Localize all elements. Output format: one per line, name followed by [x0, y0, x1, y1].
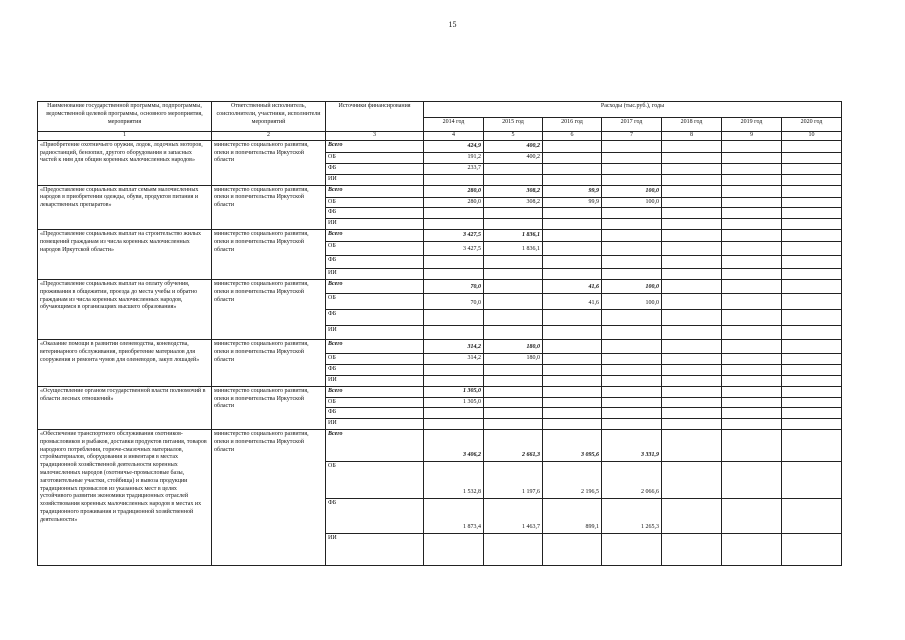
table-row [38, 279, 842, 293]
executor-name: министерство социального развития, опеки и попечительства Иркутской области [212, 185, 326, 229]
column-index-6: 6 [543, 132, 602, 141]
value-cell-2015-год [484, 533, 543, 565]
column-index-4: 4 [424, 132, 484, 141]
value-cell-2016-год: 99,9 [543, 197, 602, 208]
value-cell-2017-год [602, 255, 662, 268]
value-cell-2020-год [782, 268, 842, 279]
value-cell-2017-год [602, 140, 662, 152]
value-cell-2017-год [602, 152, 662, 163]
header-executor: Ответственный исполнитель, соисполнители, участники, исполнители мероприятий [212, 102, 326, 132]
funding-source: ОБ [326, 397, 424, 408]
value-cell-2014-год [424, 309, 484, 325]
funding-source: Всего [326, 140, 424, 152]
funding-source: ФБ [326, 364, 424, 375]
value-cell-2014-год [424, 268, 484, 279]
value-cell-2016-год: 2 196,5 [543, 461, 602, 498]
value-cell-2018-год [662, 255, 722, 268]
value-cell-2020-год [782, 197, 842, 208]
executor-name: министерство социального развития, опеки и попечительства Иркутской области [212, 386, 326, 429]
value-cell-2017-год [602, 364, 662, 375]
funding-source: Всего [326, 339, 424, 353]
value-cell-2019-год [722, 309, 782, 325]
funding-source: ОБ [326, 353, 424, 364]
header-program: Наименование государственной программы, подпрограммы, ведомственной целевой программы, основного мероприятия, мероприятия [38, 102, 212, 132]
value-cell-2019-год [722, 339, 782, 353]
value-cell-2017-год [602, 174, 662, 185]
value-cell-2018-год [662, 241, 722, 255]
value-cell-2016-год [543, 255, 602, 268]
value-cell-2015-год [484, 268, 543, 279]
value-cell-2014-год [424, 533, 484, 565]
value-cell-2016-год [543, 408, 602, 419]
value-cell-2020-год [782, 208, 842, 219]
value-cell-2020-год [782, 498, 842, 533]
funding-source: Всего [326, 386, 424, 397]
value-cell-2017-год: 2 066,6 [602, 461, 662, 498]
value-cell-2014-год: 314,2 [424, 353, 484, 364]
value-cell-2020-год [782, 255, 842, 268]
value-cell-2014-год [424, 219, 484, 230]
value-cell-2018-год [662, 185, 722, 197]
value-cell-2016-год: 41,6 [543, 293, 602, 309]
value-cell-2016-год [543, 268, 602, 279]
program-name: «Предоставление социальных выплат на оплату обучения, проживания в общежитии, проезда до места учебы и обратно гражданам из числа коренных малочисленных народов, обучающимся в организациях высшего образования» [38, 279, 212, 339]
value-cell-2018-год [662, 533, 722, 565]
value-cell-2014-год: 1 873,4 [424, 498, 484, 533]
value-cell-2014-год: 1 305,0 [424, 397, 484, 408]
value-cell-2015-год: 1 197,6 [484, 461, 543, 498]
column-index-5: 5 [484, 132, 543, 141]
value-cell-2020-год [782, 229, 842, 241]
value-cell-2016-год [543, 419, 602, 430]
header-year-6: 2019 год [722, 118, 782, 132]
value-cell-2015-год [484, 325, 543, 339]
value-cell-2018-год [662, 339, 722, 353]
funding-source: ИИ [326, 219, 424, 230]
table-row [38, 386, 842, 397]
value-cell-2014-год: 1 305,0 [424, 386, 484, 397]
value-cell-2018-год [662, 152, 722, 163]
value-cell-2020-год [782, 140, 842, 152]
value-cell-2018-год [662, 498, 722, 533]
value-cell-2020-год [782, 533, 842, 565]
value-cell-2020-год [782, 339, 842, 353]
value-cell-2020-год [782, 375, 842, 386]
program-name: «Обеспечение транспортного обслуживания охотников-промысловиков и рыбаков, доставки продуктов питания, товаров народного потребления, горюче-смазочных материалов, стройматериалов, оборудования и инвентаря в местах традиционной хозяйственной деятельности коренных малочисленных народов (охотничье-промысловые базы, заготовительные участки, стойбища) и вывоза продукции традиционных промыслов из указанных мест в целях устойчивого развития экономики традиционных отраслей хозяйствования коренных малочисленных народов в местах их традиционного проживания и традиционной хозяйственной деятельности» [38, 429, 212, 565]
value-cell-2017-год [602, 375, 662, 386]
value-cell-2016-год [543, 325, 602, 339]
value-cell-2016-год [543, 364, 602, 375]
value-cell-2019-год [722, 325, 782, 339]
funding-source: ОБ [326, 241, 424, 255]
funding-source: ИИ [326, 268, 424, 279]
value-cell-2014-год: 3 406,2 [424, 429, 484, 461]
funding-source: ФБ [326, 498, 424, 533]
value-cell-2020-год [782, 325, 842, 339]
value-cell-2020-год [782, 419, 842, 430]
financing-table [37, 101, 842, 566]
value-cell-2014-год: 314,2 [424, 339, 484, 353]
value-cell-2018-год [662, 429, 722, 461]
value-cell-2016-год [543, 241, 602, 255]
value-cell-2019-год [722, 140, 782, 152]
value-cell-2016-год [543, 174, 602, 185]
header-year-4: 2017 год [602, 118, 662, 132]
value-cell-2019-год [722, 219, 782, 230]
funding-source: ИИ [326, 419, 424, 430]
value-cell-2018-год [662, 386, 722, 397]
column-index-7: 7 [602, 132, 662, 141]
funding-source: Всего [326, 185, 424, 197]
value-cell-2019-год [722, 174, 782, 185]
funding-source: ОБ [326, 293, 424, 309]
value-cell-2017-год [602, 408, 662, 419]
value-cell-2014-год: 191,2 [424, 152, 484, 163]
executor-name: министерство социального развития, опеки и попечительства Иркутской области [212, 339, 326, 386]
value-cell-2015-год [484, 419, 543, 430]
column-index-1: 1 [38, 132, 212, 141]
value-cell-2015-год: 400,2 [484, 140, 543, 152]
funding-source: ИИ [326, 325, 424, 339]
value-cell-2014-год: 233,7 [424, 163, 484, 174]
value-cell-2017-год: 100,0 [602, 185, 662, 197]
funding-source: ОБ [326, 197, 424, 208]
value-cell-2018-год [662, 229, 722, 241]
value-cell-2017-год [602, 419, 662, 430]
value-cell-2017-год [602, 339, 662, 353]
value-cell-2015-год: 308,2 [484, 197, 543, 208]
value-cell-2019-год [722, 397, 782, 408]
value-cell-2016-год [543, 309, 602, 325]
value-cell-2019-год [722, 163, 782, 174]
header-source: Источники финансирования [326, 102, 424, 132]
value-cell-2017-год [602, 353, 662, 364]
value-cell-2020-год [782, 408, 842, 419]
header-year-2: 2015 год [484, 118, 543, 132]
funding-source: ОБ [326, 152, 424, 163]
header-year-5: 2018 год [662, 118, 722, 132]
value-cell-2015-год: 180,0 [484, 339, 543, 353]
value-cell-2017-год: 100,0 [602, 293, 662, 309]
value-cell-2019-год [722, 229, 782, 241]
value-cell-2015-год [484, 163, 543, 174]
value-cell-2020-год [782, 293, 842, 309]
value-cell-2017-год: 3 331,9 [602, 429, 662, 461]
value-cell-2015-год [484, 364, 543, 375]
value-cell-2020-год [782, 241, 842, 255]
executor-name: министерство социального развития, опеки и попечительства Иркутской области [212, 229, 326, 279]
value-cell-2017-год [602, 533, 662, 565]
value-cell-2014-год: 1 532,8 [424, 461, 484, 498]
header-year-7: 2020 год [782, 118, 842, 132]
program-name: «Предоставление социальных выплат на строительство жилых помещений гражданам из числа коренных малочисленных народов Иркутской области» [38, 229, 212, 279]
value-cell-2014-год: 280,0 [424, 185, 484, 197]
value-cell-2016-год: 3 095,6 [543, 429, 602, 461]
program-name: «Осуществление органом государственной власти полномочий в области лесных отношений» [38, 386, 212, 429]
value-cell-2020-год [782, 185, 842, 197]
header-expenses: Расходы (тыс.руб.), годы [424, 102, 842, 118]
value-cell-2019-год [722, 419, 782, 430]
executor-name: министерство социального развития, опеки и попечительства Иркутской области [212, 429, 326, 565]
value-cell-2015-год [484, 309, 543, 325]
value-cell-2019-год [722, 255, 782, 268]
value-cell-2018-год [662, 219, 722, 230]
value-cell-2017-год [602, 397, 662, 408]
value-cell-2019-год [722, 386, 782, 397]
funding-source: ИИ [326, 174, 424, 185]
value-cell-2016-год [543, 375, 602, 386]
value-cell-2018-год [662, 279, 722, 293]
value-cell-2020-год [782, 152, 842, 163]
funding-source: ФБ [326, 408, 424, 419]
value-cell-2014-год: 70,0 [424, 293, 484, 309]
value-cell-2019-год [722, 533, 782, 565]
value-cell-2018-год [662, 293, 722, 309]
value-cell-2019-год [722, 429, 782, 461]
value-cell-2016-год [543, 339, 602, 353]
column-index-3: 3 [326, 132, 424, 141]
executor-name: министерство социального развития, опеки и попечительства Иркутской области [212, 279, 326, 339]
column-index-10: 10 [782, 132, 842, 141]
value-cell-2018-год [662, 197, 722, 208]
funding-source: Всего [326, 279, 424, 293]
value-cell-2015-год: 2 661,3 [484, 429, 543, 461]
value-cell-2016-год [543, 229, 602, 241]
column-index-8: 8 [662, 132, 722, 141]
value-cell-2018-год [662, 163, 722, 174]
value-cell-2019-год [722, 152, 782, 163]
table-row [38, 429, 842, 461]
value-cell-2014-год: 424,9 [424, 140, 484, 152]
value-cell-2018-год [662, 140, 722, 152]
header-year-3: 2016 год [543, 118, 602, 132]
value-cell-2017-год [602, 241, 662, 255]
funding-source: ФБ [326, 163, 424, 174]
value-cell-2015-год: 180,0 [484, 353, 543, 364]
value-cell-2019-год [722, 408, 782, 419]
value-cell-2015-год [484, 375, 543, 386]
value-cell-2019-год [722, 353, 782, 364]
funding-source: Всего [326, 229, 424, 241]
value-cell-2019-год [722, 293, 782, 309]
funding-source: ФБ [326, 309, 424, 325]
value-cell-2015-год [484, 219, 543, 230]
value-cell-2017-год [602, 208, 662, 219]
value-cell-2016-год: 899,1 [543, 498, 602, 533]
column-index-2: 2 [212, 132, 326, 141]
funding-source: ОБ [326, 461, 424, 498]
value-cell-2019-год [722, 461, 782, 498]
value-cell-2019-год [722, 185, 782, 197]
value-cell-2019-год [722, 498, 782, 533]
value-cell-2018-год [662, 309, 722, 325]
value-cell-2015-год: 1 463,7 [484, 498, 543, 533]
value-cell-2017-год [602, 229, 662, 241]
table-row [38, 140, 842, 152]
value-cell-2018-год [662, 408, 722, 419]
value-cell-2020-год [782, 397, 842, 408]
value-cell-2014-год: 3 427,5 [424, 241, 484, 255]
value-cell-2015-год [484, 408, 543, 419]
value-cell-2018-год [662, 208, 722, 219]
value-cell-2014-год [424, 325, 484, 339]
table-row [38, 339, 842, 353]
value-cell-2017-год [602, 325, 662, 339]
program-name: «Предоставление социальных выплат семьям малочисленных народов в приобретении одежды, обуви, продуктов питания и лекарственных препаратов» [38, 185, 212, 229]
value-cell-2016-год [543, 397, 602, 408]
value-cell-2018-год [662, 397, 722, 408]
value-cell-2016-год: 99,9 [543, 185, 602, 197]
value-cell-2014-год [424, 408, 484, 419]
value-cell-2015-год [484, 174, 543, 185]
value-cell-2020-год [782, 279, 842, 293]
value-cell-2015-год: 1 836,1 [484, 229, 543, 241]
executor-name: министерство социального развития, опеки и попечительства Иркутской области [212, 140, 326, 185]
funding-source: Всего [326, 429, 424, 461]
value-cell-2020-год [782, 309, 842, 325]
value-cell-2015-год [484, 293, 543, 309]
value-cell-2019-год [722, 364, 782, 375]
value-cell-2017-год [602, 309, 662, 325]
value-cell-2018-год [662, 268, 722, 279]
value-cell-2018-год [662, 375, 722, 386]
value-cell-2020-год [782, 386, 842, 397]
value-cell-2018-год [662, 419, 722, 430]
value-cell-2015-год: 308,2 [484, 185, 543, 197]
value-cell-2019-год [722, 241, 782, 255]
funding-source: ИИ [326, 375, 424, 386]
program-name: «Оказание помощи в развитии оленеводства, коневодства, ветеринарного обслуживания, приобретение материалов для сооружения и ремонта чумов для оленеводов, закуп лошадей» [38, 339, 212, 386]
value-cell-2019-год [722, 197, 782, 208]
program-name: «Приобретение охотничьего оружия, лодок, лодочных моторов, радиостанций, бензопил, другого оборудования и запасных частей к ним для общин коренных малочисленных народов» [38, 140, 212, 185]
value-cell-2016-год [543, 163, 602, 174]
value-cell-2020-год [782, 219, 842, 230]
table-row [38, 185, 842, 197]
value-cell-2020-год [782, 174, 842, 185]
value-cell-2015-год [484, 279, 543, 293]
value-cell-2017-год [602, 268, 662, 279]
value-cell-2016-год [543, 533, 602, 565]
value-cell-2014-год: 280,0 [424, 197, 484, 208]
value-cell-2018-год [662, 364, 722, 375]
funding-source: ФБ [326, 208, 424, 219]
value-cell-2014-год [424, 375, 484, 386]
value-cell-2014-год [424, 419, 484, 430]
value-cell-2014-год [424, 174, 484, 185]
value-cell-2017-год: 100,0 [602, 279, 662, 293]
value-cell-2016-год [543, 208, 602, 219]
value-cell-2015-год [484, 255, 543, 268]
table-row [38, 229, 842, 241]
value-cell-2020-год [782, 429, 842, 461]
funding-source: ИИ [326, 533, 424, 565]
value-cell-2015-год [484, 208, 543, 219]
value-cell-2018-год [662, 461, 722, 498]
column-index-9: 9 [722, 132, 782, 141]
value-cell-2015-год [484, 386, 543, 397]
value-cell-2015-год: 400,2 [484, 152, 543, 163]
value-cell-2018-год [662, 353, 722, 364]
value-cell-2015-год [484, 397, 543, 408]
value-cell-2020-год [782, 353, 842, 364]
value-cell-2016-год [543, 386, 602, 397]
value-cell-2020-год [782, 461, 842, 498]
value-cell-2016-год [543, 353, 602, 364]
value-cell-2014-год [424, 208, 484, 219]
value-cell-2019-год [722, 375, 782, 386]
value-cell-2020-год [782, 364, 842, 375]
value-cell-2017-год: 1 265,3 [602, 498, 662, 533]
value-cell-2014-год [424, 255, 484, 268]
value-cell-2014-год [424, 364, 484, 375]
value-cell-2017-год [602, 386, 662, 397]
value-cell-2014-год: 70,0 [424, 279, 484, 293]
value-cell-2018-год [662, 174, 722, 185]
value-cell-2015-год: 1 836,1 [484, 241, 543, 255]
value-cell-2019-год [722, 268, 782, 279]
value-cell-2014-год: 3 427,5 [424, 229, 484, 241]
value-cell-2019-год [722, 279, 782, 293]
value-cell-2016-год [543, 140, 602, 152]
value-cell-2019-год [722, 208, 782, 219]
value-cell-2018-год [662, 325, 722, 339]
value-cell-2017-год: 100,0 [602, 197, 662, 208]
value-cell-2016-год [543, 152, 602, 163]
value-cell-2017-год [602, 163, 662, 174]
value-cell-2020-год [782, 163, 842, 174]
header-year-1: 2014 год [424, 118, 484, 132]
funding-source: ФБ [326, 255, 424, 268]
value-cell-2016-год [543, 219, 602, 230]
page-number: 15 [448, 20, 457, 29]
value-cell-2017-год [602, 219, 662, 230]
value-cell-2016-год: 41,6 [543, 279, 602, 293]
